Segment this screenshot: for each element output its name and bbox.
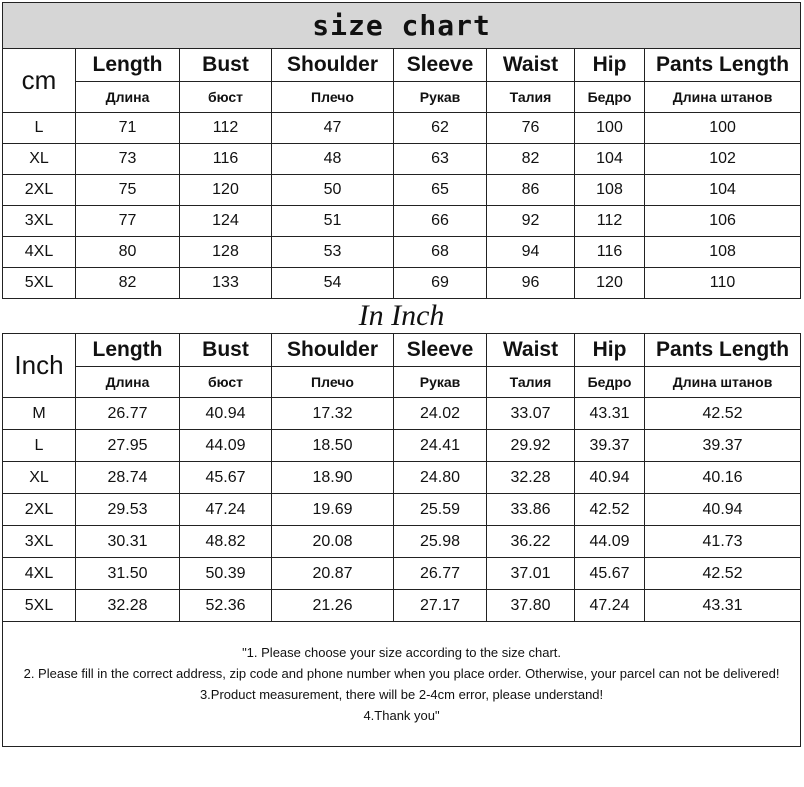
measurement-cell: 27.17	[394, 590, 487, 622]
table-row	[3, 494, 801, 526]
measurement-cell: 112	[575, 206, 645, 237]
column-header-en: Bust	[180, 334, 272, 367]
measurement-cell: 65	[394, 175, 487, 206]
size-label: 4XL	[3, 558, 76, 590]
measurement-cell: 94	[487, 237, 575, 268]
measurement-cell: 47.24	[180, 494, 272, 526]
measurement-cell: 54	[272, 268, 394, 299]
column-header-ru: Рукав	[394, 82, 487, 113]
measurement-cell: 26.77	[76, 398, 180, 430]
measurement-cell: 42.52	[645, 398, 801, 430]
note-line: 3.Product measurement, there will be 2-4cm error, please understand!	[199, 687, 604, 702]
cm-unit-label: cm	[3, 49, 76, 113]
measurement-cell: 39.37	[575, 430, 645, 462]
measurement-cell: 30.31	[76, 526, 180, 558]
size-label: L	[3, 430, 76, 462]
measurement-cell: 47	[272, 113, 394, 144]
column-header-en: Bust	[180, 49, 272, 82]
measurement-cell: 37.80	[487, 590, 575, 622]
measurement-cell: 40.94	[645, 494, 801, 526]
measurement-cell: 44.09	[180, 430, 272, 462]
table-row	[3, 144, 801, 175]
column-header-ru: бюст	[180, 367, 272, 398]
column-header-en: Pants Length	[645, 49, 801, 82]
measurement-cell: 47.24	[575, 590, 645, 622]
chart-title: size chart	[3, 3, 801, 49]
notes-row	[3, 622, 801, 747]
measurement-cell: 100	[645, 113, 801, 144]
measurement-cell: 102	[645, 144, 801, 175]
table-row	[3, 268, 801, 299]
measurement-cell: 108	[575, 175, 645, 206]
size-label: 5XL	[3, 590, 76, 622]
measurement-cell: 21.26	[272, 590, 394, 622]
measurement-cell: 19.69	[272, 494, 394, 526]
measurement-cell: 29.53	[76, 494, 180, 526]
table-row	[3, 237, 801, 268]
column-header-ru: Длина штанов	[645, 367, 801, 398]
measurement-cell: 100	[575, 113, 645, 144]
measurement-cell: 17.32	[272, 398, 394, 430]
measurement-cell: 82	[487, 144, 575, 175]
measurement-cell: 112	[180, 113, 272, 144]
measurement-cell: 82	[76, 268, 180, 299]
table-row	[3, 526, 801, 558]
note-line: "1. Please choose your size according to the size chart.	[242, 645, 562, 660]
measurement-cell: 37.01	[487, 558, 575, 590]
measurement-cell: 50.39	[180, 558, 272, 590]
column-header-ru: Длина штанов	[645, 82, 801, 113]
measurement-cell: 128	[180, 237, 272, 268]
table-row	[3, 590, 801, 622]
column-header-en: Waist	[487, 49, 575, 82]
inch-unit-label: Inch	[3, 334, 76, 398]
size-label: M	[3, 398, 76, 430]
table-row	[3, 558, 801, 590]
table-row	[3, 113, 801, 144]
column-header-ru: бюст	[180, 82, 272, 113]
measurement-cell: 24.41	[394, 430, 487, 462]
measurement-cell: 104	[575, 144, 645, 175]
measurement-cell: 92	[487, 206, 575, 237]
measurement-cell: 96	[487, 268, 575, 299]
size-chart-table	[2, 2, 801, 747]
size-chart-sheet	[2, 2, 800, 784]
measurement-cell: 77	[76, 206, 180, 237]
measurement-cell: 108	[645, 237, 801, 268]
measurement-cell: 68	[394, 237, 487, 268]
note-line: 2. Please fill in the correct address, zip code and phone number when you place order. Otherwise, your parcel can not be delivered!	[23, 666, 780, 681]
measurement-cell: 66	[394, 206, 487, 237]
column-header-ru: Длина	[76, 367, 180, 398]
column-header-en: Shoulder	[272, 334, 394, 367]
measurement-cell: 33.07	[487, 398, 575, 430]
measurement-cell: 29.92	[487, 430, 575, 462]
measurement-cell: 32.28	[76, 590, 180, 622]
measurement-cell: 76	[487, 113, 575, 144]
measurement-cell: 32.28	[487, 462, 575, 494]
size-label: 2XL	[3, 175, 76, 206]
measurement-cell: 40.94	[575, 462, 645, 494]
measurement-cell: 24.02	[394, 398, 487, 430]
size-label: L	[3, 113, 76, 144]
measurement-cell: 106	[645, 206, 801, 237]
measurement-cell: 75	[76, 175, 180, 206]
notes-block	[3, 622, 801, 747]
column-header-en: Hip	[575, 334, 645, 367]
measurement-cell: 86	[487, 175, 575, 206]
column-header-en: Pants Length	[645, 334, 801, 367]
measurement-cell: 28.74	[76, 462, 180, 494]
measurement-cell: 120	[180, 175, 272, 206]
inch-header-ru-row	[3, 367, 801, 398]
measurement-cell: 133	[180, 268, 272, 299]
measurement-cell: 25.59	[394, 494, 487, 526]
measurement-cell: 43.31	[575, 398, 645, 430]
measurement-cell: 31.50	[76, 558, 180, 590]
measurement-cell: 80	[76, 237, 180, 268]
measurement-cell: 116	[575, 237, 645, 268]
table-row	[3, 462, 801, 494]
measurement-cell: 73	[76, 144, 180, 175]
size-label: XL	[3, 144, 76, 175]
measurement-cell: 120	[575, 268, 645, 299]
measurement-cell: 45.67	[575, 558, 645, 590]
column-header-ru: Плечо	[272, 367, 394, 398]
column-header-en: Sleeve	[394, 49, 487, 82]
measurement-cell: 43.31	[645, 590, 801, 622]
measurement-cell: 63	[394, 144, 487, 175]
measurement-cell: 25.98	[394, 526, 487, 558]
table-row	[3, 175, 801, 206]
table-row	[3, 430, 801, 462]
measurement-cell: 41.73	[645, 526, 801, 558]
size-label: 4XL	[3, 237, 76, 268]
measurement-cell: 69	[394, 268, 487, 299]
measurement-cell: 27.95	[76, 430, 180, 462]
measurement-cell: 62	[394, 113, 487, 144]
measurement-cell: 104	[645, 175, 801, 206]
column-header-ru: Бедро	[575, 82, 645, 113]
column-header-en: Length	[76, 49, 180, 82]
measurement-cell: 39.37	[645, 430, 801, 462]
measurement-cell: 52.36	[180, 590, 272, 622]
note-line: 4.Thank you"	[363, 708, 440, 723]
column-header-ru: Плечо	[272, 82, 394, 113]
measurement-cell: 53	[272, 237, 394, 268]
measurement-cell: 124	[180, 206, 272, 237]
table-row	[3, 398, 801, 430]
measurement-cell: 20.08	[272, 526, 394, 558]
cm-header-en-row	[3, 49, 801, 82]
column-header-en: Waist	[487, 334, 575, 367]
measurement-cell: 42.52	[645, 558, 801, 590]
measurement-cell: 42.52	[575, 494, 645, 526]
measurement-cell: 18.50	[272, 430, 394, 462]
measurement-cell: 51	[272, 206, 394, 237]
inch-title-row	[3, 299, 801, 334]
measurement-cell: 40.94	[180, 398, 272, 430]
measurement-cell: 33.86	[487, 494, 575, 526]
cm-header-ru-row	[3, 82, 801, 113]
table-row	[3, 206, 801, 237]
measurement-cell: 45.67	[180, 462, 272, 494]
measurement-cell: 48	[272, 144, 394, 175]
size-label: 2XL	[3, 494, 76, 526]
measurement-cell: 20.87	[272, 558, 394, 590]
measurement-cell: 48.82	[180, 526, 272, 558]
column-header-ru: Рукав	[394, 367, 487, 398]
measurement-cell: 44.09	[575, 526, 645, 558]
measurement-cell: 116	[180, 144, 272, 175]
size-label: 5XL	[3, 268, 76, 299]
measurement-cell: 26.77	[394, 558, 487, 590]
measurement-cell: 36.22	[487, 526, 575, 558]
column-header-ru: Талия	[487, 82, 575, 113]
size-label: 3XL	[3, 206, 76, 237]
column-header-ru: Длина	[76, 82, 180, 113]
column-header-ru: Бедро	[575, 367, 645, 398]
size-label: 3XL	[3, 526, 76, 558]
inch-header-en-row	[3, 334, 801, 367]
measurement-cell: 110	[645, 268, 801, 299]
inch-section-title: In Inch	[3, 299, 801, 334]
column-header-en: Sleeve	[394, 334, 487, 367]
size-label: XL	[3, 462, 76, 494]
column-header-en: Hip	[575, 49, 645, 82]
measurement-cell: 18.90	[272, 462, 394, 494]
measurement-cell: 24.80	[394, 462, 487, 494]
title-row	[3, 3, 801, 49]
measurement-cell: 71	[76, 113, 180, 144]
column-header-ru: Талия	[487, 367, 575, 398]
measurement-cell: 50	[272, 175, 394, 206]
column-header-en: Length	[76, 334, 180, 367]
column-header-en: Shoulder	[272, 49, 394, 82]
measurement-cell: 40.16	[645, 462, 801, 494]
